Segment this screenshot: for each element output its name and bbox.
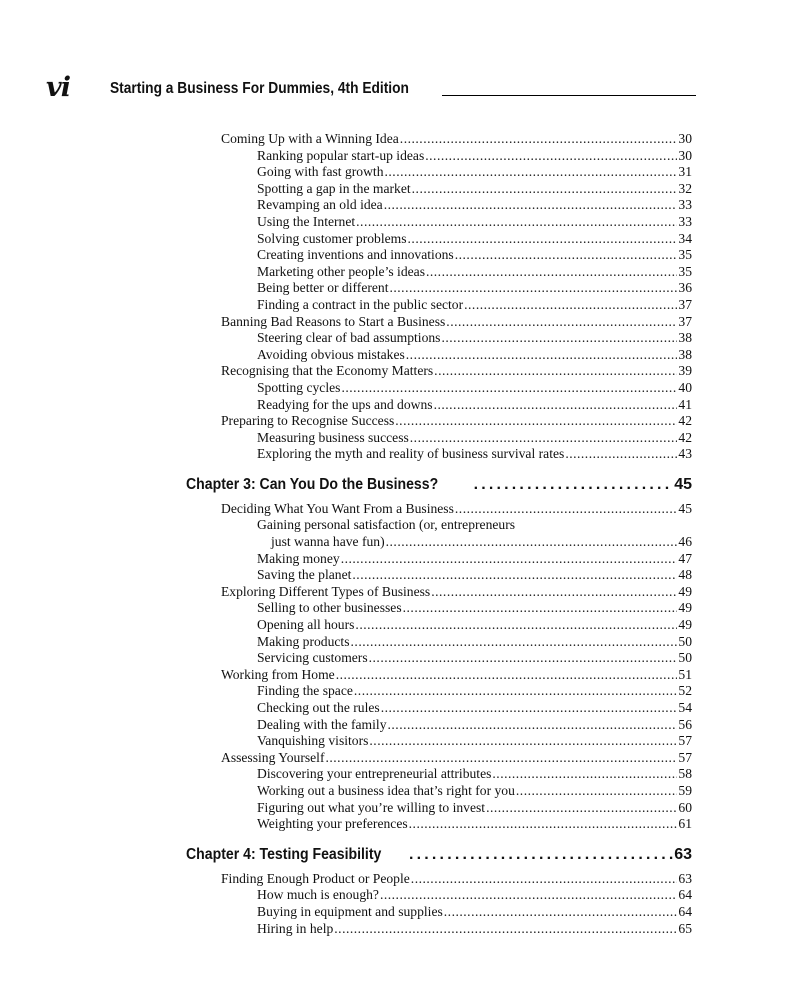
toc-entry-title: Exploring Different Types of Business bbox=[221, 583, 431, 599]
toc-entry-title: Figuring out what you’re willing to invest bbox=[257, 799, 486, 815]
toc-entry-page: 31 bbox=[678, 164, 692, 180]
toc-entry-title: Measuring business success bbox=[257, 429, 409, 445]
toc-entry bbox=[186, 247, 692, 264]
dot-leader bbox=[486, 800, 677, 817]
toc-chapter-entry bbox=[186, 843, 692, 867]
dot-leader bbox=[406, 347, 678, 364]
toc-entry-page: 50 bbox=[678, 633, 692, 649]
toc-entry bbox=[186, 766, 692, 783]
dot-leader bbox=[410, 430, 678, 447]
toc-entry-page: 57 bbox=[678, 749, 692, 765]
toc-entry bbox=[186, 816, 692, 833]
toc-entry-title: Spotting a gap in the market bbox=[257, 180, 411, 196]
running-head-title: Starting a Business For Dummies, 4th Edition bbox=[110, 80, 409, 97]
dot-leader bbox=[434, 397, 678, 414]
toc-entry-title: Opening all hours bbox=[257, 617, 355, 633]
toc-entry-page: 46 bbox=[678, 534, 692, 550]
dot-leader bbox=[395, 413, 677, 430]
toc-entry-page: 30 bbox=[678, 131, 692, 146]
toc-entry-title: Recognising that the Economy Matters bbox=[221, 363, 434, 379]
toc-entry bbox=[186, 214, 692, 231]
toc-entry-page: 47 bbox=[678, 550, 692, 566]
toc-entry-page: 33 bbox=[678, 197, 692, 213]
toc-entry bbox=[186, 783, 692, 800]
dot-leader bbox=[408, 231, 678, 248]
toc-entry-page: 64 bbox=[678, 887, 692, 903]
toc-entry-title: Exploring the myth and reality of business survival rates bbox=[257, 446, 565, 462]
dot-leader bbox=[409, 816, 678, 833]
toc-entry bbox=[186, 347, 692, 364]
dot-leader bbox=[341, 551, 678, 568]
toc-entry bbox=[186, 551, 692, 568]
toc-entry-title: Creating inventions and innovations bbox=[257, 247, 454, 263]
toc-entry-page: 35 bbox=[678, 263, 692, 279]
toc-entry-title: Working from Home bbox=[221, 666, 335, 682]
toc-entry bbox=[186, 330, 692, 347]
dot-leader bbox=[384, 197, 678, 214]
toc-entry-page: 42 bbox=[678, 429, 692, 445]
dot-leader bbox=[455, 247, 678, 264]
toc-entry bbox=[186, 634, 692, 651]
toc-entry bbox=[186, 181, 692, 198]
page-number: vi bbox=[46, 72, 70, 103]
toc-entry bbox=[186, 413, 692, 430]
toc-entry-title: Steering clear of bad assumptions bbox=[257, 330, 441, 346]
toc-entry-title: Weighting your preferences bbox=[257, 816, 408, 832]
toc-entry bbox=[186, 733, 692, 750]
dot-leader bbox=[431, 584, 677, 601]
toc-entry-page: 45 bbox=[674, 475, 692, 493]
toc-entry-title: Working out a business idea that’s right for you bbox=[257, 782, 515, 798]
toc-entry-page: 65 bbox=[678, 920, 692, 936]
toc-entry-page: 38 bbox=[678, 330, 692, 346]
toc-entry bbox=[186, 584, 692, 601]
toc-entry-title: Saving the planet bbox=[257, 567, 352, 583]
toc-entry-title: Readying for the ups and downs bbox=[257, 396, 433, 412]
dot-leader bbox=[446, 314, 677, 331]
dot-leader bbox=[389, 280, 677, 297]
toc-entry-page: 56 bbox=[678, 716, 692, 732]
toc-entry-page: 32 bbox=[678, 180, 692, 196]
toc-entry-title: Making products bbox=[257, 633, 350, 649]
toc-entry bbox=[186, 446, 692, 463]
toc-entry bbox=[186, 131, 692, 148]
toc-entry-title: Making money bbox=[257, 550, 340, 566]
toc-entry-page: 48 bbox=[678, 567, 692, 583]
toc-entry-page: 43 bbox=[678, 446, 692, 462]
toc-entry-page: 57 bbox=[678, 733, 692, 749]
toc-entry-title: Solving customer problems bbox=[257, 230, 407, 246]
toc-entry-page: 35 bbox=[678, 247, 692, 263]
toc-entry-title: Avoiding obvious mistakes bbox=[257, 346, 405, 362]
toc-entry-page: 38 bbox=[678, 346, 692, 362]
toc-entry-page: 49 bbox=[678, 600, 692, 616]
toc-entry-title: Buying in equipment and supplies bbox=[257, 903, 443, 919]
toc-entry bbox=[186, 397, 692, 414]
toc-entry bbox=[186, 683, 692, 700]
toc-entry bbox=[186, 750, 692, 767]
toc-entry bbox=[186, 148, 692, 165]
dot-leader bbox=[441, 330, 677, 347]
dot-leader bbox=[565, 446, 677, 463]
table-of-contents bbox=[186, 131, 692, 937]
toc-entry-title: Being better or different bbox=[257, 280, 389, 296]
toc-entry bbox=[186, 800, 692, 817]
toc-entry-page: 60 bbox=[678, 799, 692, 815]
toc-entry-title: Banning Bad Reasons to Start a Business bbox=[221, 313, 446, 329]
dot-leader bbox=[409, 843, 673, 867]
toc-entry-page: 42 bbox=[678, 413, 692, 429]
dot-leader bbox=[388, 717, 678, 734]
dot-leader bbox=[385, 164, 678, 181]
dot-leader bbox=[352, 567, 677, 584]
toc-entry bbox=[186, 314, 692, 331]
dot-leader bbox=[334, 921, 677, 938]
toc-entry-title: Vanquishing visitors bbox=[257, 733, 369, 749]
toc-entry-page: 37 bbox=[678, 296, 692, 312]
toc-entry bbox=[186, 717, 692, 734]
toc-entry-title: Gaining personal satisfaction (or, entrepreneurs bbox=[257, 517, 516, 533]
toc-entry bbox=[186, 617, 692, 634]
dot-leader bbox=[474, 473, 674, 497]
toc-entry-title: Chapter 3: Can You Do the Business? bbox=[186, 475, 439, 493]
toc-entry bbox=[186, 871, 692, 888]
toc-entry-page: 50 bbox=[678, 650, 692, 666]
toc-entry-title: How much is enough? bbox=[257, 887, 379, 903]
dot-leader bbox=[403, 600, 678, 617]
toc-entry-page: 64 bbox=[678, 903, 692, 919]
toc-entry-title: Revamping an old idea bbox=[257, 197, 383, 213]
toc-entry-page: 40 bbox=[678, 379, 692, 395]
toc-entry-title: Using the Internet bbox=[257, 213, 356, 229]
toc-entry-title: Going with fast growth bbox=[257, 164, 384, 180]
toc-entry bbox=[186, 363, 692, 380]
toc-entry bbox=[186, 650, 692, 667]
dot-leader bbox=[354, 683, 678, 700]
toc-entry bbox=[186, 164, 692, 181]
dot-leader bbox=[386, 534, 678, 551]
toc-entry-title: Marketing other people’s ideas bbox=[257, 263, 425, 279]
toc-entry-title: Ranking popular start-up ideas bbox=[257, 147, 425, 163]
toc-entry-title: Discovering your entrepreneurial attributes bbox=[257, 766, 492, 782]
toc-entry bbox=[186, 600, 692, 617]
dot-leader bbox=[516, 783, 678, 800]
toc-entry-page: 63 bbox=[678, 870, 692, 886]
toc-entry-page: 52 bbox=[678, 683, 692, 699]
toc-entry-page: 30 bbox=[678, 147, 692, 163]
dot-leader bbox=[411, 871, 678, 888]
toc-entry-page: 61 bbox=[678, 816, 692, 832]
toc-entry bbox=[186, 231, 692, 248]
dot-leader bbox=[341, 380, 677, 397]
toc-entry-title: Spotting cycles bbox=[257, 379, 341, 395]
dot-leader bbox=[355, 617, 677, 634]
toc-chapter-entry bbox=[186, 473, 692, 497]
dot-leader bbox=[444, 904, 678, 921]
toc-entry bbox=[186, 380, 692, 397]
toc-entry bbox=[186, 567, 692, 584]
toc-entry-page: 33 bbox=[678, 213, 692, 229]
toc-entry-title: Dealing with the family bbox=[257, 716, 387, 732]
toc-entry-title: Assessing Yourself bbox=[221, 749, 325, 765]
dot-leader bbox=[325, 750, 677, 767]
toc-entry bbox=[186, 904, 692, 921]
toc-entry-title: Coming Up with a Winning Idea bbox=[221, 131, 399, 146]
dot-leader bbox=[336, 667, 678, 684]
toc-entry-page: 54 bbox=[678, 700, 692, 715]
toc-entry-title: Preparing to Recognise Success bbox=[221, 413, 395, 429]
toc-entry-title: just wanna have fun) bbox=[271, 534, 385, 550]
toc-entry-title: Deciding What You Want From a Business bbox=[221, 500, 454, 516]
toc-entry-page: 36 bbox=[678, 280, 692, 296]
toc-entry bbox=[186, 197, 692, 214]
toc-entry bbox=[186, 430, 692, 447]
toc-entry-page: 49 bbox=[678, 617, 692, 633]
toc-entry-title: Selling to other businesses bbox=[257, 600, 402, 616]
dot-leader bbox=[434, 363, 677, 380]
dot-leader bbox=[425, 148, 677, 165]
toc-entry bbox=[186, 297, 692, 314]
toc-entry bbox=[186, 517, 692, 534]
toc-entry-title: Checking out the rules bbox=[257, 700, 380, 715]
toc-entry bbox=[186, 921, 692, 938]
toc-entry-title: Chapter 4: Testing Feasibility bbox=[186, 845, 382, 863]
dot-leader bbox=[455, 501, 678, 518]
dot-leader bbox=[464, 297, 677, 314]
dot-leader bbox=[400, 131, 678, 148]
dot-leader bbox=[426, 264, 677, 281]
dot-leader bbox=[369, 650, 678, 667]
dot-leader bbox=[356, 214, 677, 231]
toc-entry bbox=[186, 501, 692, 518]
dot-leader bbox=[351, 634, 678, 651]
toc-entry bbox=[186, 700, 692, 717]
toc-entry-page: 51 bbox=[678, 666, 692, 682]
toc-entry-page: 41 bbox=[678, 396, 692, 412]
toc-entry bbox=[186, 280, 692, 297]
toc-entry-title: Servicing customers bbox=[257, 650, 368, 666]
toc-entry-page: 59 bbox=[678, 782, 692, 798]
toc-entry-page: 49 bbox=[678, 583, 692, 599]
toc-entry-page: 45 bbox=[678, 500, 692, 516]
toc-entry-page: 39 bbox=[678, 363, 692, 379]
toc-entry-page: 37 bbox=[678, 313, 692, 329]
dot-leader bbox=[412, 181, 678, 198]
toc-entry-title: Finding a contract in the public sector bbox=[257, 296, 464, 312]
dot-leader bbox=[381, 700, 678, 717]
dot-leader bbox=[492, 766, 677, 783]
toc-entry bbox=[186, 887, 692, 904]
toc-entry-title: Finding the space bbox=[257, 683, 353, 699]
toc-entry-page: 58 bbox=[678, 766, 692, 782]
dot-leader bbox=[369, 733, 677, 750]
toc-entry-title: Hiring in help bbox=[257, 920, 334, 936]
toc-entry bbox=[186, 534, 692, 551]
toc-entry-page: 34 bbox=[678, 230, 692, 246]
dot-leader bbox=[380, 887, 677, 904]
toc-entry-page: 63 bbox=[674, 845, 692, 863]
header-rule bbox=[442, 95, 696, 96]
toc-entry bbox=[186, 264, 692, 281]
toc-entry-title: Finding Enough Product or People bbox=[221, 870, 410, 886]
toc-entry bbox=[186, 667, 692, 684]
